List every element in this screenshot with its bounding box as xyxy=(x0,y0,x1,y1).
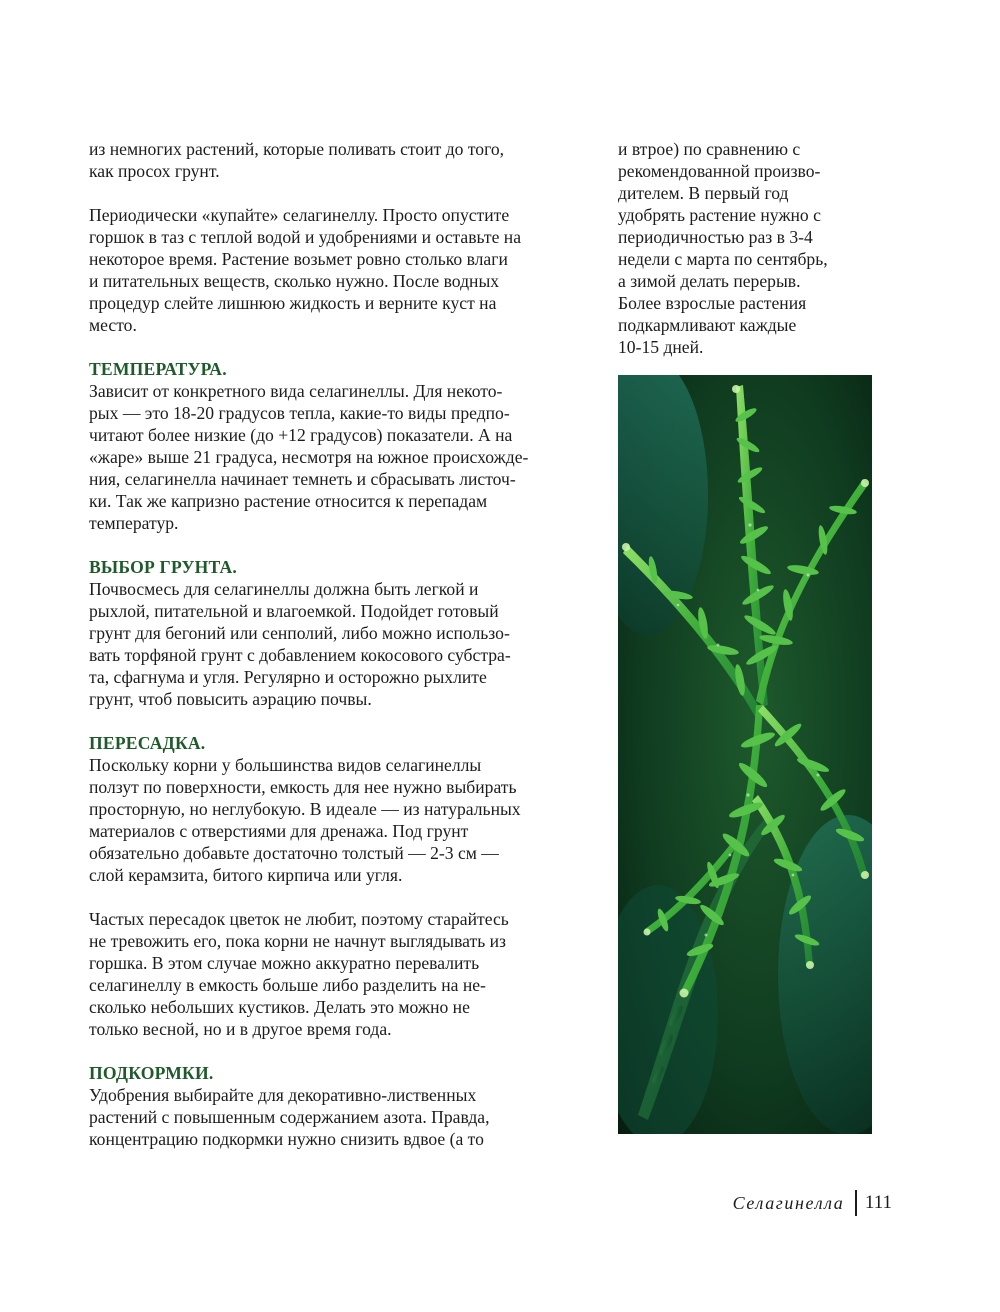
running-title: Селагинелла xyxy=(732,1192,845,1213)
footer-divider xyxy=(855,1190,857,1216)
paragraph-feeding-continued: и втрое) по сравнению с рекомендованной произво- дителем. В первый год удобрять растение нужно с периодичностью раз в 3-4 недели с марта по сентябрь, а зимой делать перерыв. Более взрослые растения подкармливают каждые 10-15 дней. xyxy=(618,139,828,357)
selaginella-photo xyxy=(618,375,872,1134)
paragraph-transplant-2: Частых пересадок цветок не любит, поэтому старайтесь не тревожить его, пока корни не начнут выглядывать из горшка. В этом случае можно аккуратно перевалить селагинеллу в емкость больше либо разделить на не- сколько небольших кустиков. Делать это можно не только весной, но и в другое время года. xyxy=(89,909,509,1039)
page-number: 111 xyxy=(864,1192,892,1213)
heading-soil: ВЫБОР ГРУНТА. xyxy=(89,557,238,577)
paragraph-temperature: Зависит от конкретного вида селагинеллы. Для некото- рых — это 18-20 градусов тепла, какие-то виды предпо- читают более низкие (до +12 градусов) показатели. А на «жаре» выше 21 градуса, несмотря на южное происхожде- ния, селагинелла начинает темнеть и сбрасывать листоч- ки. Так же капризно растение относится к перепадам температур. xyxy=(89,381,529,533)
left-text-column xyxy=(89,138,579,1150)
heading-transplant: ПЕРЕСАДКА. xyxy=(89,733,206,753)
page-footer xyxy=(700,1188,892,1218)
fern-illustration xyxy=(618,375,872,1134)
heading-feeding: ПОДКОРМКИ. xyxy=(89,1063,214,1083)
paragraph-feeding: Удобрения выбирайте для декоративно-лиственных растений с повышенным содержанием азота. Правда, концентрацию подкормки нужно снизить вдвое (а то xyxy=(89,1085,490,1149)
paragraph-bathing: Периодически «купайте» селагинеллу. Просто опустите горшок в таз с теплой водой и удобрениями и оставьте на некоторое время. Растение возьмет ровно столько влаги и питательных веществ, сколько нужно. После водных процедур слейте лишнюю жидкость и верните куст на место. xyxy=(89,205,522,335)
paragraph-watering-end: из немногих растений, которые поливать стоит до того, как просох грунт. xyxy=(89,139,505,181)
paragraph-transplant-1: Поскольку корни у большинства видов селагинеллы ползут по поверхности, емкость для нее нужно выбирать просторную, но неглубокую. В идеале — из натуральных материалов с отверстиями для дренажа. Под грунт обязательно добавьте достаточно толстый — 2-3 см — слой керамзита, битого кирпича или угля. xyxy=(89,755,521,885)
paragraph-soil: Почвосмесь для селагинеллы должна быть легкой и рыхлой, питательной и влагоемкой. Подойдет готовый грунт для бегоний или сенполий, либо можно использо- вать торфяной грунт с добавлением кокосового субстра- та, сфагнума и угля. Регулярно и осторожно рыхлите грунт, чтоб повысить аэрацию почвы. xyxy=(89,579,511,709)
heading-temperature: ТЕМПЕРАТУРА. xyxy=(89,359,227,379)
right-text-column xyxy=(618,138,888,358)
